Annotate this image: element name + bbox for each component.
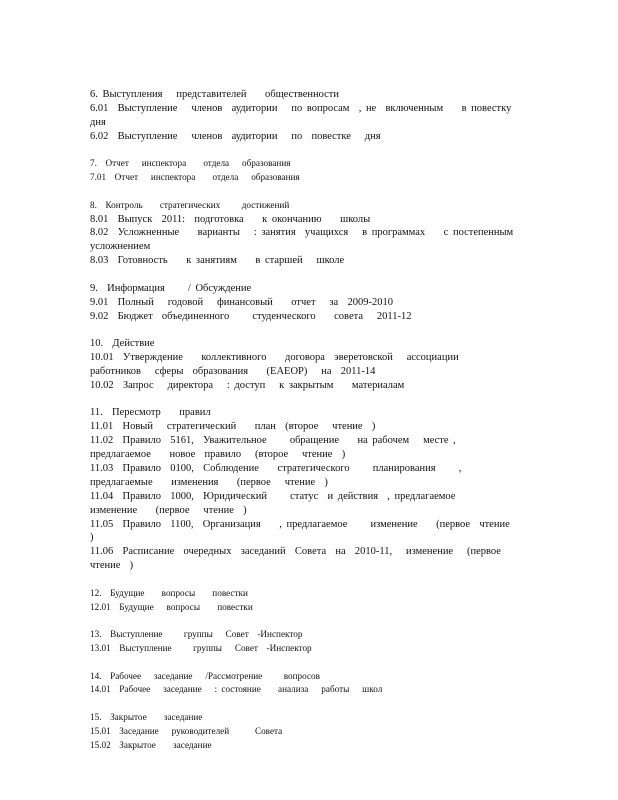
list-item: 10.01 Утверждение коллективного договора эверетовской ассоциации работников сферы образования (EAEOP) на 2011-14 [90, 351, 473, 377]
list-item: 13.01 Выступление группы Совет -Инспектор [90, 643, 312, 654]
section-7 [90, 157, 518, 185]
section-9 [90, 282, 518, 324]
section-15 [90, 711, 518, 753]
section-6 [90, 88, 526, 144]
section-heading: 11. Пересмотр правил [90, 407, 211, 419]
list-item: 9.01 Полный годовой финансовый отчет за 2009-2010 [90, 296, 393, 308]
list-item: 15.01 Заседание руководителей Совета [90, 725, 283, 736]
list-item: 11.02 Правило 5161, Уважительное обращение на рабочем месте , предлагаемое новое правило (второе чтение ) [90, 435, 461, 460]
list-item: 9.02 Бюджет объединенного студенческого совета 2011-12 [90, 310, 412, 322]
section-11 [90, 406, 518, 573]
section-heading: 8. Контроль стратегических достижений [90, 199, 290, 210]
list-item: 10.02 Запрос директора : доступ к закрытым материалам [90, 379, 405, 391]
section-13 [90, 628, 518, 656]
section-8 [90, 199, 532, 269]
section-12 [90, 587, 518, 615]
section-14 [90, 670, 518, 698]
section-heading: 14. Рабочее заседание /Рассмотрение вопросов [90, 670, 320, 681]
list-item: 11.03 Правило 0100, Соблюдение стратегического планирования , предлагаемые изменения (первое чтение ) [90, 462, 466, 488]
list-item: 12.01 Будущие вопросы повестки [90, 601, 253, 612]
section-heading: 12. Будущие вопросы повестки [90, 587, 248, 598]
list-item: 6.01 Выступление членов аудитории по вопросам , не включенным в повестку дня [90, 102, 526, 128]
list-item: 11.06 Расписание очередных заседаний Совета на 2010-11, изменение (первое чтение ) [90, 546, 515, 572]
list-item: 11.04 Правило 1000, Юридический статус и действия , предлагаемое изменение (первое чтение ) [90, 490, 479, 516]
section-heading: 9. Информация / Обсуждение [90, 282, 252, 294]
section-heading: 7. Отчет инспектора отдела образования [90, 158, 291, 169]
section-heading: 15. Закрытое заседание [90, 711, 203, 722]
list-item: 14.01 Рабочее заседание : состояние анализа работы школ [90, 684, 383, 695]
list-item: 6.02 Выступление членов аудитории по повестке дня [90, 130, 381, 142]
list-item: 8.01 Выпуск 2011: подготовка к окончанию школы [90, 213, 371, 225]
section-heading: 13. Выступление группы Совет -Инспектор [90, 629, 303, 640]
list-item: 8.03 Готовность к занятиям в старшей школе [90, 255, 345, 267]
section-heading: 6. Выступления представителей общественности [90, 89, 340, 100]
list-item: 7.01 Отчет инспектора отдела образования [90, 172, 300, 183]
list-item: 8.02 Усложненные варианты : занятия учащихся в программах с постепенным усложнением [90, 227, 532, 253]
section-10 [90, 337, 518, 393]
list-item: 11.01 Новый стратегический план (второе чтение ) [90, 421, 376, 433]
list-item: 11.05 Правило 1100, Организация , предлагаемое изменение (первое чтение ) [90, 518, 519, 544]
section-heading: 10. Действие [90, 338, 155, 350]
list-item: 15.02 Закрытое заседание [90, 739, 212, 750]
